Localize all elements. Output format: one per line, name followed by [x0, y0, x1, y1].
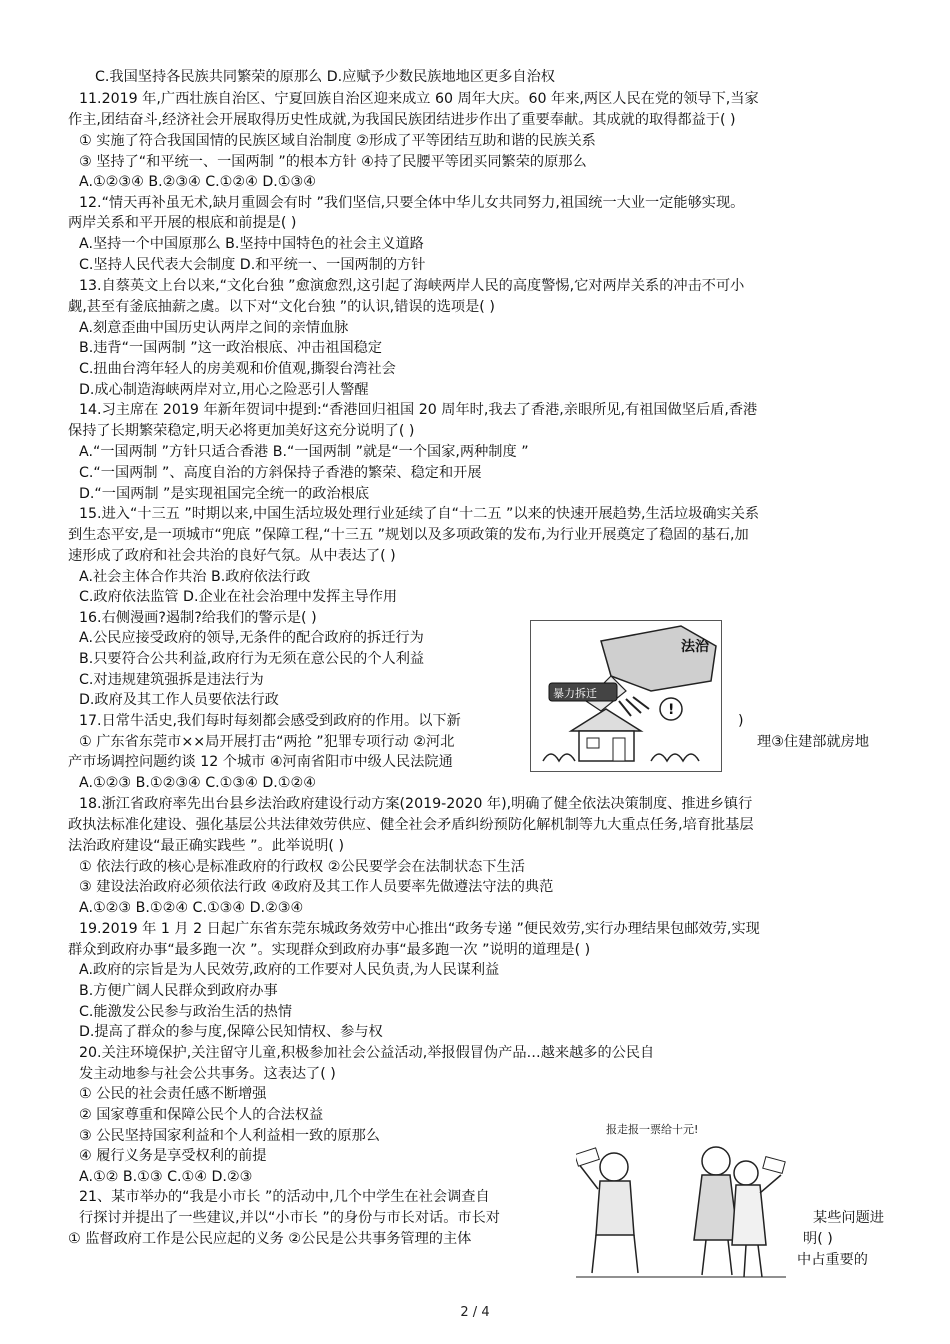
- card-text: 暴力拆迁: [553, 687, 597, 700]
- text-line-37: 法治政府建设“最正确实践些 ”。此举说明( ): [68, 838, 344, 854]
- cartoon-bribery-drawing: [576, 1115, 786, 1280]
- text-line-39: ③ 建设法治政府必须依法行政 ④政府及其工作人员要率先做遵法守法的典范: [79, 879, 554, 895]
- text-line-27: A.公民应接受政府的领导,无条件的配合政府的拆迁行为: [79, 630, 424, 646]
- text-line-15: D.成心制造海峡两岸对立,用心之险恶引人警醒: [79, 382, 369, 398]
- text-line-45: C.能激发公民参与政治生活的热情: [79, 1004, 293, 1020]
- text-line-48: 发主动地参与社会公共事务。这表达了( ): [79, 1066, 336, 1082]
- text-line-38: ① 依法行政的核心是标准政府的行政权 ②公民要学会在法制状态下生活: [79, 859, 525, 875]
- text-line-10: 13.自蔡英文上台以来,“文化台独 ”愈演愈烈,这引起了海峡两岸人民的高度警惕,它对两岸关系的冲击不可小: [79, 278, 745, 294]
- text-line-55: 行探讨并提出了一些建议,并以“小市长 ”的身份与市长对话。市长对: [79, 1210, 500, 1226]
- text-line-41: 19.2019 年 1 月 2 日起广东省东莞东城政务效劳中心推出“政务专递 ”便民效劳,实行办理结果包邮效劳,实现: [79, 921, 760, 937]
- text-line-16: 14.习主席在 2019 年新年贺词中提到:“香港回归祖国 20 周年时,我去了香港,亲眼所见,有祖国做坚后盾,香港: [79, 402, 758, 418]
- text-line-18: A.“一国两制 ”方针只适合香港 B.“一国两制 ”就是“一个国家,两种制度 ”: [79, 444, 529, 460]
- banner-text: 法治: [681, 639, 709, 655]
- page-number: 2 / 4: [460, 1305, 490, 1320]
- alert-text: !: [668, 702, 675, 718]
- text-line-12: A.刻意歪曲中国历史认两岸之间的亲情血脉: [79, 320, 349, 336]
- text-fragment-q17-housing: 理③住建部就房地: [757, 734, 870, 750]
- text-line-9: C.坚持人民代表大会制度 D.和平统一、一国两制的方针: [79, 257, 426, 273]
- text-line-1: 11.2019 年,广西壮族自治区、宁夏回族自治区迎来成立 60 周年大庆。60 年来,两区人民在党的领导下,当家: [79, 91, 759, 107]
- text-line-52: ④ 履行义务是享受权利的前提: [79, 1148, 267, 1164]
- text-line-40: A.①②③ B.①②④ C.①③④ D.②③④: [79, 900, 304, 916]
- text-line-5: A.①②③④ B.②③④ C.①②④ D.①③④: [79, 174, 316, 190]
- text-line-32: ① 广东省东莞市××局开展打击“两抢 ”犯罪专项行动 ②河北: [79, 734, 455, 750]
- text-line-29: C.对违规建筑强拆是违法行为: [79, 672, 264, 688]
- text-line-47: 20.关注环境保护,关注留守儿童,积极参加社会公益活动,举报假冒伪产品…越来越多的公民自: [79, 1045, 655, 1061]
- cartoon-rule-of-law: [530, 620, 722, 772]
- text-line-8: A.坚持一个中国原那么 B.坚持中国特色的社会主义道路: [79, 236, 424, 252]
- text-line-30: D.政府及其工作人员要依法行政: [79, 692, 279, 708]
- cartoon-rule-of-law-drawing: [531, 621, 721, 771]
- text-fragment-q21-a: 某些问题进: [813, 1210, 884, 1226]
- cartoon-bribery: [576, 1115, 786, 1280]
- text-line-11: 觑,甚至有釜底抽薪之虞。以下对“文化台独 ”的认识,错误的选项是( ): [68, 299, 495, 315]
- text-line-26: 16.右侧漫画?遏制?给我们的警示是( ): [79, 610, 317, 626]
- text-line-24: A.社会主体合作共治 B.政府依法行政: [79, 569, 311, 585]
- text-line-19: C.“一国两制 ”、高度自治的方斜保持子香港的繁荣、稳定和开展: [79, 465, 482, 481]
- text-line-20: D.“一国两制 ”是实现祖国完全统一的政治根底: [79, 486, 370, 502]
- text-line-14: C.扭曲台湾年轻人的房美观和价值观,撕裂台湾社会: [79, 361, 396, 377]
- text-line-3: ① 实施了符合我国国情的民族区域自治制度 ②形成了平等团结互助和谐的民族关系: [79, 133, 596, 149]
- text-line-28: B.只要符合公共利益,政府行为无须在意公民的个人利益: [79, 651, 425, 667]
- text-line-13: B.违背“一国两制 ”这一政治根底、冲击祖国稳定: [79, 340, 383, 356]
- text-line-23: 速形成了政府和社会共治的良好气氛。从中表达了( ): [68, 548, 396, 564]
- text-line-54: 21、某市举办的“我是小市长 ”的活动中,几个中学生在社会调查自: [79, 1189, 490, 1205]
- text-line-2: 作主,团结奋斗,经济社会开展取得历史性成就,为我国民族团结进步作出了重要奉献。其成就的取得都益于( ): [68, 112, 736, 128]
- text-line-49: ① 公民的社会责任感不断增强: [79, 1086, 267, 1102]
- text-line-44: B.方便广阔人民群众到政府办事: [79, 983, 278, 999]
- text-line-4: ③ 坚持了“和平统一、一国两制 ”的根本方针 ④持了民腰平等团买同繁荣的原那么: [79, 154, 587, 170]
- text-fragment-q21-b: 明( ): [803, 1231, 833, 1247]
- text-line-53: A.①② B.①③ C.①④ D.②③: [79, 1169, 253, 1185]
- text-line-6: 12.“情天再补虽无术,缺月重圆会有时 ”我们坚信,只要全体中华儿女共同努力,祖国统一大业一定能够实现。: [79, 195, 745, 211]
- text-line-36: 政执法标准化建设、强化基层公共法律效劳供应、健全社会矛盾纠纷预防化解机制等九大重点任务,培育批基层: [68, 817, 754, 833]
- text-line-25: C.政府依法监管 D.企业在社会治理中发挥主导作用: [79, 589, 398, 605]
- text-line-51: ③ 公民坚持国家利益和个人利益相一致的原那么: [79, 1128, 380, 1144]
- text-line-31: 17.日常牛活史,我们每时每刻都会感受到政府的作用。以下新: [79, 713, 461, 729]
- text-fragment-q21-c: 中占重要的: [797, 1252, 868, 1268]
- text-line-46: D.提高了群众的参与度,保障公民知情权、参与权: [79, 1024, 383, 1040]
- text-fragment-q17: ): [738, 713, 744, 729]
- text-line-33: 产市场调控问题约谈 12 个城市 ④河南省阳市中级人民法院通: [68, 754, 453, 770]
- text-line-17: 保持了长期繁荣稳定,明天必将更加美好这充分说明了( ): [68, 423, 415, 439]
- text-line-50: ② 国家尊重和保障公民个人的合法权益: [79, 1107, 324, 1123]
- text-line-21: 15.进入“十三五 ”时期以来,中国生活垃圾处理行业延续了自“十二五 ”以来的快速开展趋势,生活垃圾确实关系: [79, 506, 760, 522]
- text-line-7: 两岸关系和平开展的根底和前提是( ): [68, 215, 297, 231]
- text-line-56: ① 监督政府工作是公民应起的义务 ②公民是公共事务管理的主体: [68, 1231, 472, 1247]
- text-line-34: A.①②③ B.①②③④ C.①③④ D.①②④: [79, 775, 316, 791]
- text-line-43: A.政府的宗旨是为人民效劳,政府的工作要对人民负责,为人民谋利益: [79, 962, 500, 978]
- caption-text: 报走报一票给十元!: [606, 1123, 699, 1136]
- text-line-22: 到生态平安,是一项城市“兜底 ”保障工程,“十三五 ”规划以及多项政策的发布,为行业开展奠定了稳固的基石,加: [68, 527, 749, 543]
- text-line-35: 18.浙江省政府率先出台县乡法治政府建设行动方案(2019-2020 年),明确了健全依法决策制度、推进乡镇行: [79, 796, 753, 812]
- text-line-42: 群众到政府办事“最多跑一次 ”。实现群众到政府办事“最多跑一次 ”说明的道理是( ): [68, 942, 591, 958]
- text-line-0: C.我国坚持各民族共同繁荣的原那么 D.应赋予少数民族地地区更多自治权: [95, 69, 555, 85]
